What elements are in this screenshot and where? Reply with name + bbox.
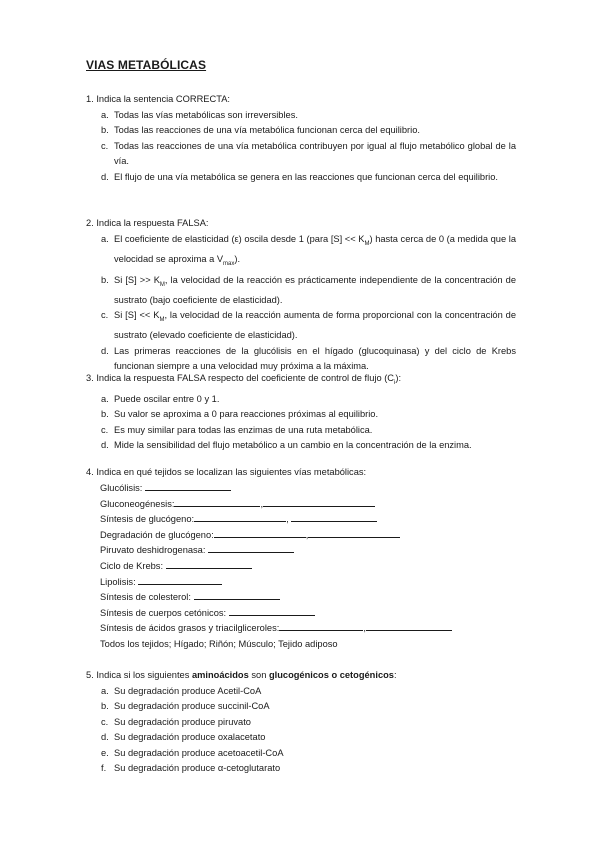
q4-item-gluconeogenesis: Gluconeogénesis: , — [100, 497, 516, 513]
q4-item-colesterol: Síntesis de colesterol: — [100, 590, 516, 606]
q3-option-a: a. Puede oscilar entre 0 y 1. — [101, 393, 220, 404]
question-1 — [86, 92, 516, 185]
q4-item-glucolisis: Glucólisis: — [100, 481, 516, 497]
answer-blank[interactable] — [279, 621, 363, 631]
question-2 — [86, 216, 516, 375]
question-4 — [86, 465, 516, 653]
answer-blank[interactable] — [308, 528, 400, 538]
q1-option-b: b. Todas las reacciones de una vía metabólica funcionan cerca del equilibrio. — [101, 125, 420, 136]
q5-option-b: b. Su degradación produce succinil-CoA — [101, 701, 270, 712]
q5-option-c: c. Su degradación produce piruvato — [101, 716, 251, 727]
q5-option-a: a. Su degradación produce Acetil-CoA — [101, 686, 262, 696]
answer-blank[interactable] — [366, 621, 452, 631]
q4-item-degradacion-glucogeno: Degradación de glucógeno: , — [100, 528, 516, 544]
q2-option-a: a. El coeficiente de elasticidad (ε) oscila desde 1 (para $[S] << K_M$) hasta cerca de 0 (a medida que la velocidad se aproxima a $V_{max}$). — [101, 234, 516, 268]
q1-option-c: c. Todas las reacciones de una vía metabólica contribuyen por igual al flujo metabólico global de la vía. — [101, 140, 516, 167]
q4-item-acidos-grasos: Síntesis de ácidos grasos y triacilgliceroles: , — [100, 621, 516, 637]
question-4-text: 4. Indica en qué tejidos se localizan las siguientes vías metabólicas: — [86, 467, 367, 477]
answer-blank[interactable] — [194, 512, 286, 522]
question-5-text: 5. Indica si los siguientes aminoácidos son glucogénicos o cetogénicos: — [86, 670, 397, 680]
answer-blank[interactable] — [208, 543, 294, 553]
q3-option-d: d. Mide la sensibilidad del flujo metabólico a un cambio en la concentración de la enzima. — [101, 440, 472, 451]
answer-blank[interactable] — [229, 606, 315, 616]
answer-blank[interactable] — [174, 497, 260, 507]
q4-item-lipolisis: Lipolisis: — [100, 575, 516, 591]
answer-blank[interactable] — [263, 497, 375, 507]
q5-option-f: f. Su degradación produce α-cetoglutarato — [101, 763, 281, 774]
answer-blank[interactable] — [214, 528, 306, 538]
q4-item-piruvato: Piruvato deshidrogenasa: — [100, 543, 516, 559]
q5-option-e: e. Su degradación produce acetoacetil-CoA — [101, 747, 284, 758]
q4-item-cuerpos-cetonicos: Síntesis de cuerpos cetónicos: — [100, 606, 516, 622]
answer-blank[interactable] — [145, 481, 231, 491]
q2-option-b: b. Si $[S] >> K_M$, la velocidad de la reacción es prácticamente independiente de la concentración de sustrato (bajo coeficiente de elasticidad). — [101, 274, 516, 305]
q5-option-d: d. Su degradación produce oxalacetato — [101, 732, 266, 743]
question-3 — [86, 371, 516, 453]
answer-blank[interactable] — [291, 512, 377, 522]
question-1-text: 1. Indica la sentencia CORRECTA: — [86, 94, 230, 104]
question-3-text: 3. Indica la respuesta FALSA respecto del coeficiente de control de flujo $(C_i)$: — [86, 373, 402, 386]
page-title: VIAS METABÓLICAS — [86, 58, 207, 72]
q3-option-c: c. Es muy similar para todas las enzimas de una ruta metabólica. — [101, 424, 373, 435]
answer-blank[interactable] — [138, 575, 222, 585]
answer-blank[interactable] — [194, 590, 280, 600]
question-2-text: 2. Indica la respuesta FALSA: — [86, 218, 209, 228]
q2-option-c: c. Si $[S] << K_M$, la velocidad de la reacción aumenta de forma proporcional con la concentración de sustrato (elevado coeficiente de elasticidad). — [101, 310, 516, 341]
q4-item-sintesis-glucogeno: Síntesis de glucógeno: , — [100, 512, 516, 528]
q1-option-a: a. Todas las vías metabólicas son irreversibles. — [101, 110, 298, 120]
question-5 — [86, 668, 516, 776]
q4-tissue-options: Todos los tejidos; Hígado; Riñón; Músculo; Tejido adiposo — [100, 638, 338, 649]
answer-blank[interactable] — [166, 559, 252, 569]
q3-option-b: b. Su valor se aproxima a 0 para reacciones próximas al equilibrio. — [101, 409, 379, 420]
q2-option-d: d. Las primeras reacciones de la glucólisis en el hígado (glucoquinasa) y del ciclo de Krebs funcionan siempre a una velocidad muy próxima a la máxima. — [101, 345, 516, 372]
q1-option-d: d. El flujo de una vía metabólica se genera en las reacciones que funcionan cerca del equilibrio. — [101, 171, 498, 182]
q4-item-krebs: Ciclo de Krebs: — [100, 559, 516, 575]
